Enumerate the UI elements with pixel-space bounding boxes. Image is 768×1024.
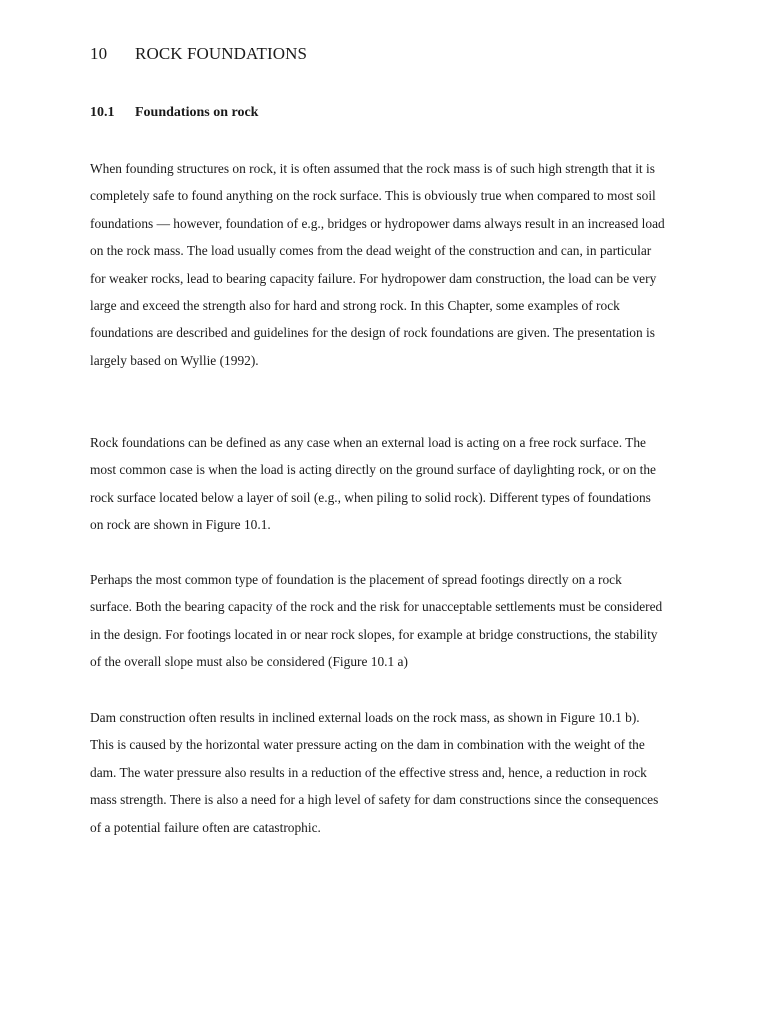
chapter-title: ROCK FOUNDATIONS [135, 44, 308, 63]
body-paragraph: Rock foundations can be defined as any case when an external load is acting on a free rock surface. The most common case is when the load is acting directly on the ground surface of daylighting rock, or on the rock surface located below a layer of soil (e.g., when piling to solid rock). Different types of foundations on rock are shown in Figure 10.1. [90, 435, 656, 533]
section-title: Foundations on rock [135, 105, 259, 120]
section-heading [90, 105, 258, 121]
body-paragraph: Perhaps the most common type of foundation is the placement of spread footings directly on a rock surface. Both the bearing capacity of the rock and the risk for unacceptable settlements must be considered in the design. For footings located in or near rock slopes, for example at bridge constructions, the stability of the overall slope must also be considered (Figure 10.1 a) [90, 572, 663, 670]
chapter-heading [90, 44, 307, 64]
body-paragraph: Dam construction often results in inclined external loads on the rock mass, as shown in Figure 10.1 b). This is caused by the horizontal water pressure acting on the dam in combination with the weight of the dam. The water pressure also results in a reduction of the effective stress and, hence, a reduction in rock mass strength. There is also a need for a high level of safety for dam constructions since the consequences of a potential failure often are catastrophic. [90, 710, 659, 835]
body-paragraph: When founding structures on rock, it is often assumed that the rock mass is of such high strength that it is completely safe to found anything on the rock surface. This is obviously true when compared to most soil foundations — however, foundation of e.g., bridges or hydropower dams always result in an increased load on the rock mass. The load usually comes from the dead weight of the construction and can, in particular for weaker rocks, lead to bearing capacity failure. For hydropower dam construction, the load can be very large and exceed the strength also for hard and strong rock. In this Chapter, some examples of rock foundations are described and guidelines for the design of rock foundations are given. The presentation is largely based on Wyllie (1992). [90, 161, 665, 368]
section-number: 10.1 [90, 105, 115, 120]
chapter-number: 10 [90, 44, 108, 63]
